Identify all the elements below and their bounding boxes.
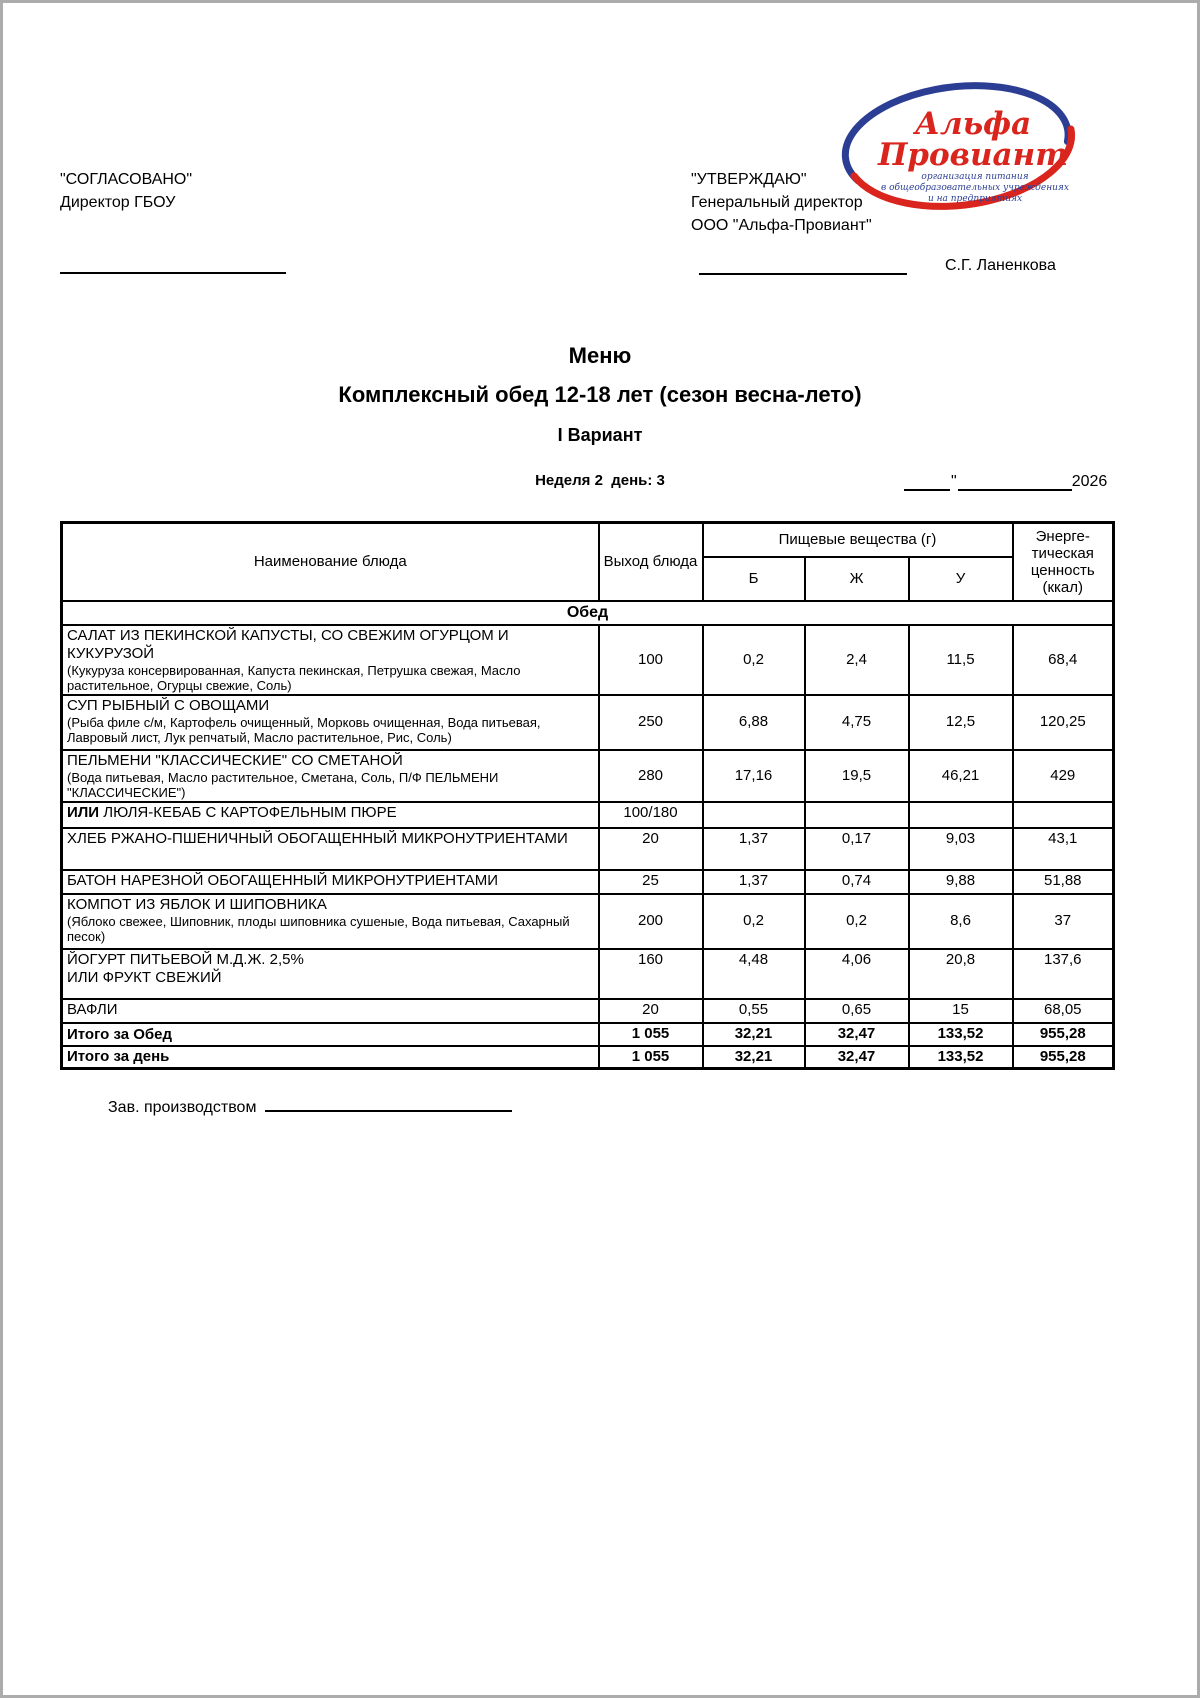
table-row — [62, 802, 1114, 828]
value-cell-energy: 137,6 — [1013, 949, 1114, 999]
signature-line-right — [699, 273, 907, 275]
value-cell-output: 250 — [599, 695, 703, 750]
approve-right-title: "УТВЕРЖДАЮ" — [691, 171, 807, 188]
value-cell-zh: 0,17 — [805, 828, 909, 870]
total-row — [62, 1046, 1114, 1069]
table-row — [62, 695, 1114, 750]
production-manager-label: Зав. производством — [108, 1099, 257, 1116]
value-cell-energy: 68,05 — [1013, 999, 1114, 1023]
dish-name-cell: ИЛИ ЛЮЛЯ-КЕБАБ С КАРТОФЕЛЬНЫМ ПЮРЕ — [62, 802, 599, 828]
col-header-protein: Б — [703, 557, 805, 601]
value-cell-energy: 68,4 — [1013, 625, 1114, 695]
value-cell-output: 100/180 — [599, 802, 703, 828]
value-cell-b: 4,48 — [703, 949, 805, 999]
table-row — [62, 949, 1114, 999]
value-cell-b: 17,16 — [703, 750, 805, 802]
approval-block-left — [60, 168, 286, 274]
approve-right-line3: ООО "Альфа-Провиант" — [691, 217, 872, 235]
total-value-output: 1 055 — [599, 1023, 703, 1046]
approve-left-title: "СОГЛАСОВАНО" — [60, 171, 193, 188]
dish-ingredients: (Вода питьевая, Масло растительное, Сметана, Соль, П/Ф ПЕЛЬМЕНИ "КЛАССИЧЕСКИЕ") — [67, 769, 499, 800]
total-label: Итого за Обед — [62, 1023, 599, 1046]
value-cell-zh: 4,75 — [805, 695, 909, 750]
value-cell-zh: 0,74 — [805, 870, 909, 894]
value-cell-u: 12,5 — [909, 695, 1013, 750]
date-fill-line — [904, 471, 1107, 491]
col-header-nutrients: Пищевые вещества (г) — [703, 523, 1013, 557]
table-row — [62, 625, 1114, 695]
value-cell-zh: 19,5 — [805, 750, 909, 802]
value-cell-b: 1,37 — [703, 870, 805, 894]
table-row — [62, 750, 1114, 802]
value-cell-zh: 0,2 — [805, 894, 909, 949]
col-header-energy: Энерге-тическая ценность (ккал) — [1013, 523, 1114, 601]
menu-table — [60, 521, 1115, 1070]
col-header-dish-name: Наименование блюда — [62, 523, 599, 601]
section-label: Обед — [62, 601, 1114, 625]
value-cell-u: 46,21 — [909, 750, 1013, 802]
value-cell-output: 280 — [599, 750, 703, 802]
value-cell-zh: 2,4 — [805, 625, 909, 695]
value-cell-b: 0,2 — [703, 894, 805, 949]
col-header-output: Выход блюда — [599, 523, 703, 601]
approve-right-line2: Генеральный директор — [691, 194, 863, 212]
production-manager-line — [108, 1095, 512, 1117]
table-row — [62, 828, 1114, 870]
value-cell-energy: 37 — [1013, 894, 1114, 949]
value-cell-energy: 429 — [1013, 750, 1114, 802]
document-heading — [3, 343, 1197, 489]
value-cell-b — [703, 802, 805, 828]
value-cell-output: 200 — [599, 894, 703, 949]
total-value-zh: 32,47 — [805, 1023, 909, 1046]
date-blank-day — [904, 471, 950, 491]
col-header-fat: Ж — [805, 557, 909, 601]
logo-tagline-2: в общеобразовательных учреждениях — [881, 183, 1069, 193]
total-value-u: 133,52 — [909, 1046, 1013, 1069]
table-row — [62, 894, 1114, 949]
value-cell-b: 0,2 — [703, 625, 805, 695]
logo-tagline-1: организация питания — [921, 172, 1029, 182]
variant-label: I Вариант — [557, 425, 643, 445]
logo-word-1: Альфа — [914, 106, 1032, 142]
value-cell-u: 9,03 — [909, 828, 1013, 870]
value-cell-u: 20,8 — [909, 949, 1013, 999]
week-day-label: Неделя 2 день: 3 — [535, 472, 665, 489]
approval-block-right — [691, 168, 1056, 277]
dish-name-cell: САЛАТ ИЗ ПЕКИНСКОЙ КАПУСТЫ, СО СВЕЖИМ ОГУРЦОМ И КУКУРУЗОЙ (Кукуруза консервированная, Капуста пекинская, Петрушка свежая, Масло растительное, Огурцы свежие, Соль) — [62, 625, 599, 695]
total-label: Итого за день — [62, 1046, 599, 1069]
total-value-output: 1 055 — [599, 1046, 703, 1069]
menu-table-body — [62, 601, 1114, 1069]
value-cell-zh: 4,06 — [805, 949, 909, 999]
value-cell-b: 1,37 — [703, 828, 805, 870]
dish-name-cell: ЙОГУРТ ПИТЬЕВОЙ М.Д.Ж. 2,5% ИЛИ ФРУКТ СВЕЖИЙ — [62, 949, 599, 999]
value-cell-b: 0,55 — [703, 999, 805, 1023]
page-title: Меню — [568, 343, 632, 368]
dish-name-cell: ВАФЛИ — [62, 999, 599, 1023]
dish-name-cell: ПЕЛЬМЕНИ "КЛАССИЧЕСКИЕ" СО СМЕТАНОЙ (Вода питьевая, Масло растительное, Сметана, Соль, П/Ф ПЕЛЬМЕНИ "КЛАССИЧЕСКИЕ") — [62, 750, 599, 802]
total-value-u: 133,52 — [909, 1023, 1013, 1046]
dish-ingredients: (Яблоко свежее, Шиповник, плоды шиповника сушеные, Вода питьевая, Сахарный песок) — [67, 913, 570, 944]
signature-line-footer — [265, 1095, 512, 1112]
total-value-zh: 32,47 — [805, 1046, 909, 1069]
total-value-b: 32,21 — [703, 1023, 805, 1046]
value-cell-u: 15 — [909, 999, 1013, 1023]
signer-name: С.Г. Ланенкова — [945, 256, 1056, 274]
date-year: 2026 — [1071, 473, 1108, 490]
section-row-lunch — [62, 601, 1114, 625]
value-cell-output: 20 — [599, 828, 703, 870]
page-subtitle: Комплексный обед 12-18 лет (сезон весна-лето) — [338, 382, 862, 407]
value-cell-energy — [1013, 802, 1114, 828]
value-cell-energy: 120,25 — [1013, 695, 1114, 750]
value-cell-zh: 0,65 — [805, 999, 909, 1023]
value-cell-output: 25 — [599, 870, 703, 894]
table-row — [62, 870, 1114, 894]
date-quote: " — [951, 473, 957, 490]
total-value-energy: 955,28 — [1013, 1046, 1114, 1069]
total-row — [62, 1023, 1114, 1046]
value-cell-energy: 51,88 — [1013, 870, 1114, 894]
col-header-carbs: У — [909, 557, 1013, 601]
value-cell-u: 9,88 — [909, 870, 1013, 894]
dish-ingredients: (Рыба филе с/м, Картофель очищенный, Морковь очищенная, Вода питьевая, Лавровый лист, Лук репчатый, Масло растительное, Рис, Соль) — [67, 714, 541, 745]
dish-name-cell: ХЛЕБ РЖАНО-ПШЕНИЧНЫЙ ОБОГАЩЕННЫЙ МИКРОНУТРИЕНТАМИ — [62, 828, 599, 870]
approve-left-subtitle: Директор ГБОУ — [60, 194, 176, 212]
dish-name-cell: БАТОН НАРЕЗНОЙ ОБОГАЩЕННЫЙ МИКРОНУТРИЕНТАМИ — [62, 870, 599, 894]
date-blank-month — [958, 471, 1072, 491]
value-cell-output: 160 — [599, 949, 703, 999]
value-cell-zh — [805, 802, 909, 828]
total-value-energy: 955,28 — [1013, 1023, 1114, 1046]
dish-name-cell: КОМПОТ ИЗ ЯБЛОК И ШИПОВНИКА (Яблоко свежее, Шиповник, плоды шиповника сушеные, Вода питьевая, Сахарный песок) — [62, 894, 599, 949]
dish-name-cell: СУП РЫБНЫЙ С ОВОЩАМИ (Рыба филе с/м, Картофель очищенный, Морковь очищенная, Вода питьевая, Лавровый лист, Лук репчатый, Масло растительное, Рис, Соль) — [62, 695, 599, 750]
logo-word-2: Провиант — [877, 137, 1069, 173]
total-value-b: 32,21 — [703, 1046, 805, 1069]
logo-tagline-3: и на предприятиях — [927, 194, 1023, 204]
signature-line-left — [60, 272, 286, 274]
value-cell-output: 20 — [599, 999, 703, 1023]
table-row — [62, 999, 1114, 1023]
value-cell-u: 8,6 — [909, 894, 1013, 949]
value-cell-energy: 43,1 — [1013, 828, 1114, 870]
value-cell-output: 100 — [599, 625, 703, 695]
value-cell-b: 6,88 — [703, 695, 805, 750]
dish-ingredients: (Кукуруза консервированная, Капуста пекинская, Петрушка свежая, Масло растительное, Огурцы свежие, Соль) — [67, 662, 521, 693]
value-cell-u: 11,5 — [909, 625, 1013, 695]
value-cell-u — [909, 802, 1013, 828]
